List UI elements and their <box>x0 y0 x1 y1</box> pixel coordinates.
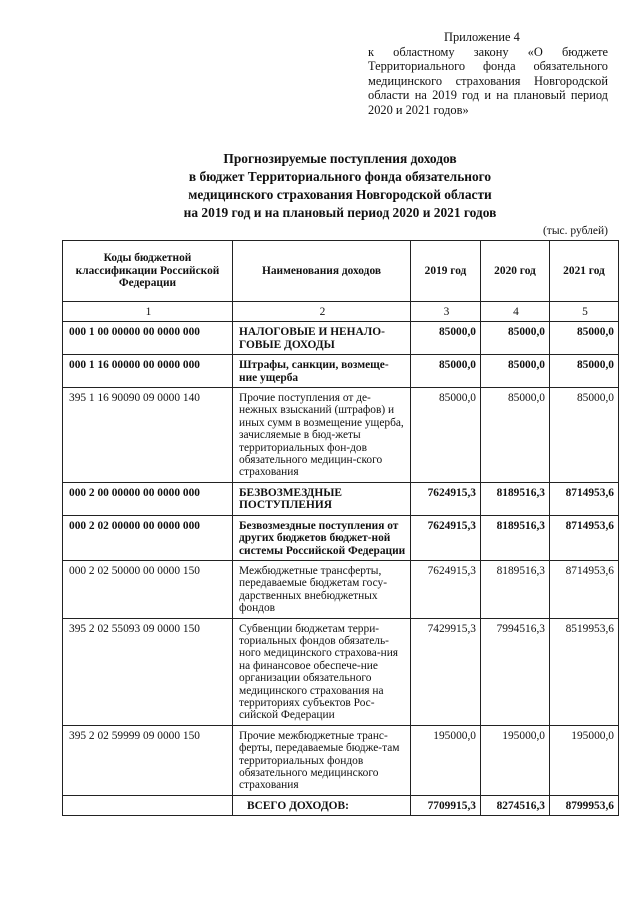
row-code: 395 2 02 55093 09 0000 150 <box>63 618 233 725</box>
row-name: Прочие межбюджетные транс-ферты, передаваемые бюдже-там территориальных фондов обязательного медицинского страхования <box>233 725 411 795</box>
row-code: 000 2 02 00000 00 0000 000 <box>63 515 233 560</box>
appendix-title: Приложение 4 <box>444 30 520 44</box>
table-row <box>63 322 619 355</box>
col-number: 1 <box>63 302 233 322</box>
total-row <box>63 795 619 815</box>
row-code: 000 1 16 00000 00 0000 000 <box>63 355 233 388</box>
document-heading <box>140 150 540 222</box>
header-codes: Коды бюджетной классификации Российской Федерации <box>63 241 233 302</box>
row-value-2020: 8189516,3 <box>481 560 550 618</box>
row-value-2021: 8714953,6 <box>550 515 619 560</box>
row-name: БЕЗВОЗМЕЗДНЫЕ ПОСТУПЛЕНИЯ <box>233 482 411 515</box>
row-value-2021: 8519953,6 <box>550 618 619 725</box>
heading-line-4: на 2019 год и на плановый период 2020 и 2021 годов <box>183 205 497 220</box>
header-name: Наименования доходов <box>233 241 411 302</box>
appendix-note <box>368 30 608 118</box>
row-value-2021: 85000,0 <box>550 322 619 355</box>
table-row <box>63 560 619 618</box>
table-row <box>63 482 619 515</box>
column-number-row <box>63 302 619 322</box>
appendix-text: к областному закону «О бюджете Территориального фонда обязательного медицинского страхования Новгородской области на 2019 год и на плановый период 2020 и 2021 годов» <box>368 44 608 117</box>
row-value-2021: 8714953,6 <box>550 560 619 618</box>
row-code: 395 2 02 59999 09 0000 150 <box>63 725 233 795</box>
units-label: (тыс. рублей) <box>542 225 608 237</box>
row-name: Субвенции бюджетам терри-ториальных фондов обязатель-ного медицинского страхова-ния на финансовое обеспече-ние организации обязательного медицинского страхования на территориях субъектов Рос-сийской Федерации <box>233 618 411 725</box>
header-2021: 2021 год <box>550 241 619 302</box>
row-value-2019: 7624915,3 <box>411 515 481 560</box>
row-value-2019: 7624915,3 <box>411 560 481 618</box>
row-name: Безвозмездные поступления от других бюджетов бюджет-ной системы Российской Федерации <box>233 515 411 560</box>
total-value-2021: 8799953,6 <box>550 795 619 815</box>
col-number: 2 <box>233 302 411 322</box>
row-value-2021: 195000,0 <box>550 725 619 795</box>
row-value-2020: 8189516,3 <box>481 482 550 515</box>
row-name: Прочие поступления от де-нежных взысканий (штрафов) и иных сумм в возмещение ущерба, зачисляемые в бюд-жеты территориальных фон-дов обязательного медицин-ского страхования <box>233 388 411 483</box>
row-name: НАЛОГОВЫЕ И НЕНАЛО-ГОВЫЕ ДОХОДЫ <box>233 322 411 355</box>
table-row <box>63 388 619 483</box>
revenue-table <box>62 240 619 816</box>
row-value-2021: 85000,0 <box>550 388 619 483</box>
row-name: Штрафы, санкции, возмеще-ние ущерба <box>233 355 411 388</box>
row-value-2020: 7994516,3 <box>481 618 550 725</box>
heading-line-1: Прогнозируемые поступления доходов <box>223 151 457 166</box>
total-value-2020: 8274516,3 <box>481 795 550 815</box>
table-row <box>63 618 619 725</box>
total-code-empty <box>63 795 233 815</box>
row-name: Межбюджетные трансферты, передаваемые бюджетам госу-дарственных внебюджетных фондов <box>233 560 411 618</box>
table-row <box>63 355 619 388</box>
row-code: 395 1 16 90090 09 0000 140 <box>63 388 233 483</box>
col-number: 4 <box>481 302 550 322</box>
heading-line-2: в бюджет Территориального фонда обязательного <box>188 169 492 184</box>
table-row <box>63 515 619 560</box>
row-code: 000 1 00 00000 00 0000 000 <box>63 322 233 355</box>
heading-line-3: медицинского страхования Новгородской области <box>188 187 492 202</box>
row-value-2020: 195000,0 <box>481 725 550 795</box>
row-value-2020: 85000,0 <box>481 322 550 355</box>
row-value-2021: 8714953,6 <box>550 482 619 515</box>
header-2019: 2019 год <box>411 241 481 302</box>
row-value-2019: 7429915,3 <box>411 618 481 725</box>
row-code: 000 2 02 50000 00 0000 150 <box>63 560 233 618</box>
row-value-2021: 85000,0 <box>550 355 619 388</box>
row-value-2019: 195000,0 <box>411 725 481 795</box>
table-row <box>63 725 619 795</box>
row-value-2019: 7624915,3 <box>411 482 481 515</box>
table-header-row <box>63 241 619 302</box>
row-value-2019: 85000,0 <box>411 355 481 388</box>
row-value-2019: 85000,0 <box>411 388 481 483</box>
col-number: 5 <box>550 302 619 322</box>
total-value-2019: 7709915,3 <box>411 795 481 815</box>
col-number: 3 <box>411 302 481 322</box>
row-code: 000 2 00 00000 00 0000 000 <box>63 482 233 515</box>
header-2020: 2020 год <box>481 241 550 302</box>
row-value-2019: 85000,0 <box>411 322 481 355</box>
row-value-2020: 85000,0 <box>481 355 550 388</box>
total-label: ВСЕГО ДОХОДОВ: <box>233 795 411 815</box>
row-value-2020: 8189516,3 <box>481 515 550 560</box>
row-value-2020: 85000,0 <box>481 388 550 483</box>
